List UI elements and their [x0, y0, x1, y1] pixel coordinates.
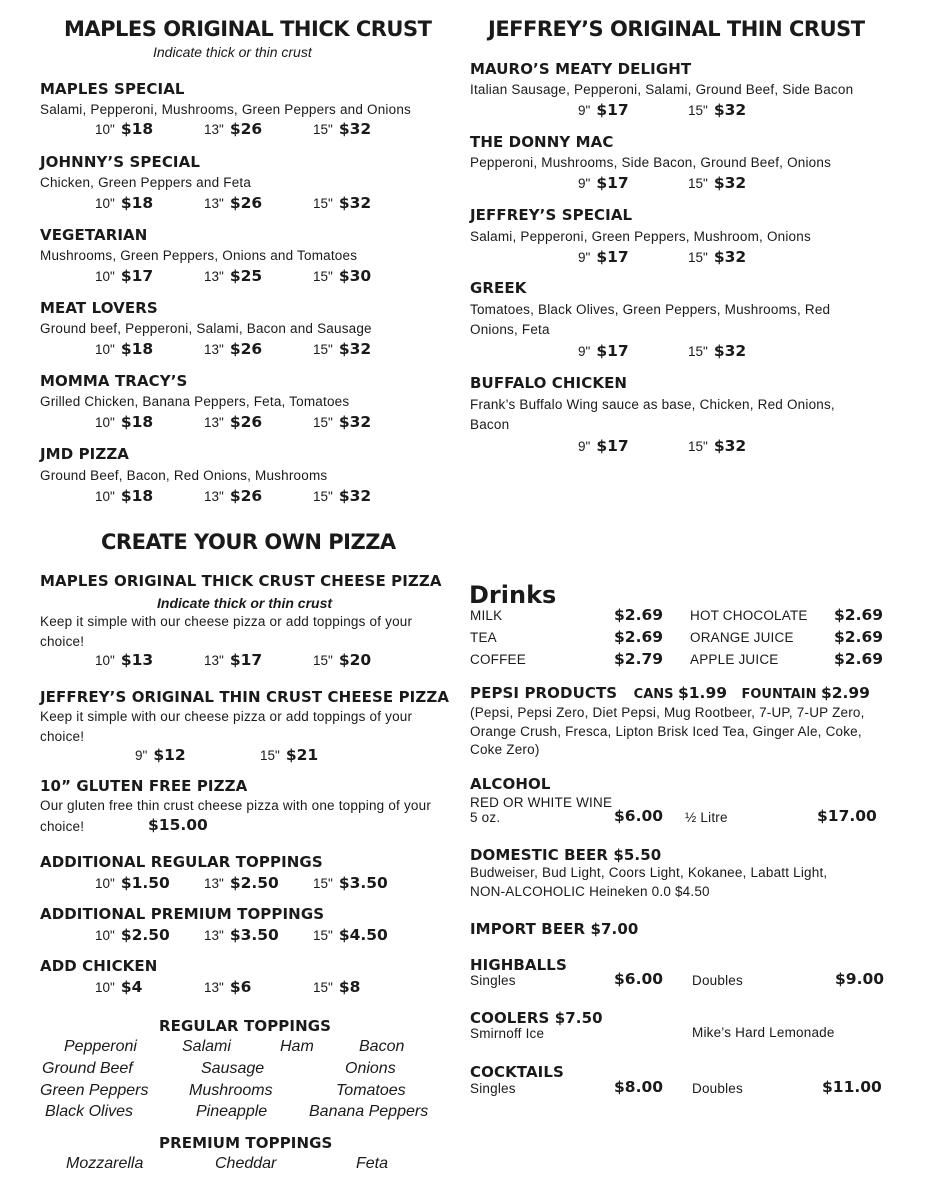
pizza-name: THE DONNY MAC: [470, 133, 614, 151]
premium-toppings-name: ADDITIONAL PREMIUM TOPPINGS: [40, 905, 325, 923]
drink-price: $2.79: [614, 650, 664, 668]
drink-name: ORANGE JUICE: [690, 630, 794, 645]
topping: Onions: [345, 1060, 396, 1077]
pizza-desc: Pepperoni, Mushrooms, Side Bacon, Ground Beef, Onions: [470, 155, 832, 170]
pizza-desc: Italian Sausage, Pepperoni, Salami, Ground Beef, Side Bacon: [470, 82, 854, 97]
thick-crust-note: Indicate thick or thin crust: [153, 44, 312, 60]
topping: Mozzarella: [66, 1155, 144, 1172]
drink-price: $2.69: [614, 628, 664, 646]
price-13: 13" $6: [204, 978, 252, 996]
price-10: 10" $2.50: [95, 926, 170, 944]
topping: Salami: [182, 1038, 231, 1055]
price-13: 13" $2.50: [204, 874, 279, 892]
pizza-desc: Tomatoes, Black Olives, Green Peppers, Mushrooms, Red Onions, Feta: [470, 302, 831, 337]
price-9: 9" $12: [135, 746, 186, 764]
pizza-desc: Grilled Chicken, Banana Peppers, Feta, Tomatoes: [40, 394, 350, 409]
price-10: 10" $1.50: [95, 874, 170, 892]
topping: Ham: [280, 1038, 314, 1055]
cocktails-singles-price: $8.00: [614, 1078, 664, 1096]
drink-price: $2.69: [614, 606, 664, 624]
wine-size-5oz: 5 oz.: [470, 810, 501, 825]
price-15: 15" $3.50: [313, 874, 388, 892]
import-beer-title: IMPORT BEER $7.00: [470, 920, 639, 938]
thick-crust-title: MAPLES ORIGINAL THICK CRUST: [64, 17, 432, 41]
thin-cheese-desc: Keep it simple with our cheese pizza or add toppings of your choice!: [40, 709, 413, 744]
alcohol-title: ALCOHOL: [470, 775, 551, 793]
price-10: 10" $18: [95, 120, 154, 138]
highballs-singles: Singles: [470, 973, 516, 988]
price-15: 15" $32: [313, 413, 372, 431]
price-10: 10" $18: [95, 340, 154, 358]
wine-size-half-litre: ½ Litre: [685, 810, 728, 825]
regular-toppings-name: ADDITIONAL REGULAR TOPPINGS: [40, 853, 323, 871]
drinks-title: Drinks: [469, 581, 557, 609]
pizza-name: JMD PIZZA: [40, 445, 130, 463]
price-13: 13" $26: [204, 120, 263, 138]
pizza-name: MEAT LOVERS: [40, 299, 158, 317]
highballs-doubles-price: $9.00: [835, 970, 885, 988]
thick-cheese-desc: Keep it simple with our cheese pizza or add toppings of your choice!: [40, 614, 413, 649]
drink-price: $2.69: [834, 628, 884, 646]
pizza-desc: Chicken, Green Peppers and Feta: [40, 175, 252, 190]
drink-name: MILK: [470, 608, 503, 623]
wine-5oz-price: $6.00: [614, 807, 664, 825]
pizza-name: JEFFREY’S SPECIAL: [470, 206, 633, 224]
coolers-title: COOLERS $7.50: [470, 1009, 603, 1027]
pizza-name: BUFFALO CHICKEN: [470, 374, 628, 392]
thick-cheese-name: MAPLES ORIGINAL THICK CRUST CHEESE PIZZA: [40, 572, 442, 590]
price-10: 10" $4: [95, 978, 143, 996]
pepsi-desc: (Pepsi, Pepsi Zero, Diet Pepsi, Mug Rootbeer, 7-UP, 7-UP Zero, Orange Crush, Fresca, Lipton Brisk Iced Tea, Ginger Ale, Coke, Coke Zero): [470, 705, 865, 757]
topping: Green Peppers: [40, 1082, 149, 1099]
price-13: 13" $26: [204, 413, 263, 431]
add-chicken-name: ADD CHICKEN: [40, 957, 158, 975]
wine-half-litre-price: $17.00: [817, 807, 877, 825]
thin-cheese-name: JEFFREY’S ORIGINAL THIN CRUST CHEESE PIZZA: [40, 688, 450, 706]
thick-cheese-note: Indicate thick or thin crust: [157, 595, 333, 611]
price-10: 10" $17: [95, 267, 154, 285]
price-13: 13" $26: [204, 340, 263, 358]
price-9: 9" $17: [578, 174, 629, 192]
price-15: 15" $30: [313, 267, 372, 285]
gluten-free-name: 10” GLUTEN FREE PIZZA: [40, 777, 248, 795]
premium-toppings-title: PREMIUM TOPPINGS: [159, 1134, 333, 1152]
gluten-free-desc: Our gluten free thin crust cheese pizza with one topping of your: [40, 798, 432, 813]
drink-name: COFFEE: [470, 652, 526, 667]
price-9: 9" $17: [578, 248, 629, 266]
pizza-desc: Ground Beef, Bacon, Red Onions, Mushrooms: [40, 468, 328, 483]
topping: Banana Peppers: [309, 1103, 429, 1120]
domestic-beer-desc: Budweiser, Bud Light, Coors Light, Kokanee, Labatt Light, NON-ALCOHOLIC Heineken 0.0 $4.50: [470, 865, 828, 899]
price-15: 15" $32: [313, 340, 372, 358]
price-9: 9" $17: [578, 437, 629, 455]
drink-name: HOT CHOCOLATE: [690, 608, 808, 623]
drink-name: APPLE JUICE: [690, 652, 779, 667]
price-15: 15" $32: [688, 248, 747, 266]
highballs-singles-price: $6.00: [614, 970, 664, 988]
cocktails-doubles-price: $11.00: [822, 1078, 882, 1096]
price-13: 13" $26: [204, 194, 263, 212]
topping: Mushrooms: [189, 1082, 273, 1099]
cocktails-doubles: Doubles: [692, 1081, 743, 1096]
pizza-desc: Mushrooms, Green Peppers, Onions and Tomatoes: [40, 248, 358, 263]
price-15: 15" $20: [313, 651, 372, 669]
topping: Sausage: [201, 1060, 265, 1077]
cocktails-title: COCKTAILS: [470, 1063, 564, 1081]
pizza-name: VEGETARIAN: [40, 226, 148, 244]
wine-label: RED OR WHITE WINE: [470, 795, 613, 810]
cocktails-singles: Singles: [470, 1081, 516, 1096]
price-15: 15" $32: [313, 487, 372, 505]
topping: Pepperoni: [64, 1038, 137, 1055]
price-10: 10" $18: [95, 194, 154, 212]
price-9: 9" $17: [578, 101, 629, 119]
gluten-free-desc-2: choice!: [40, 819, 85, 834]
regular-toppings-title: REGULAR TOPPINGS: [159, 1017, 332, 1035]
cooler-mikes: Mike’s Hard Lemonade: [692, 1025, 835, 1040]
create-your-own-title: CREATE YOUR OWN PIZZA: [101, 530, 396, 554]
price-15: 15" $4.50: [313, 926, 388, 944]
price-15: 15" $32: [688, 174, 747, 192]
price-15: 15" $21: [260, 746, 319, 764]
cooler-smirnoff: Smirnoff Ice: [470, 1026, 545, 1041]
pizza-name: MAURO’S MEATY DELIGHT: [470, 60, 692, 78]
topping: Pineapple: [196, 1103, 268, 1120]
drink-name: TEA: [470, 630, 497, 645]
price-10: 10" $13: [95, 651, 154, 669]
price-10: 10" $18: [95, 487, 154, 505]
price-13: 13" $17: [204, 651, 263, 669]
price-13: 13" $3.50: [204, 926, 279, 944]
pizza-name: JOHNNY’S SPECIAL: [40, 153, 200, 171]
price-15: 15" $32: [313, 120, 372, 138]
price-15: 15" $32: [313, 194, 372, 212]
topping: Cheddar: [215, 1155, 277, 1172]
pizza-name: MAPLES SPECIAL: [40, 80, 185, 98]
pizza-desc: Frank’s Buffalo Wing sauce as base, Chicken, Red Onions, Bacon: [470, 397, 835, 432]
price-13: 13" $26: [204, 487, 263, 505]
price-10: 10" $18: [95, 413, 154, 431]
pizza-name: GREEK: [470, 279, 527, 297]
gluten-free-price: $15.00: [148, 816, 208, 834]
domestic-beer-title: DOMESTIC BEER $5.50: [470, 846, 662, 864]
pepsi-header: PEPSI PRODUCTS CANS $1.99 FOUNTAIN $2.99: [470, 684, 870, 702]
topping: Bacon: [359, 1038, 405, 1055]
price-13: 13" $25: [204, 267, 263, 285]
thin-crust-title: JEFFREY’S ORIGINAL THIN CRUST: [488, 17, 865, 41]
topping: Tomatoes: [336, 1082, 406, 1099]
topping: Feta: [356, 1155, 389, 1172]
price-9: 9" $17: [578, 342, 629, 360]
pizza-desc: Ground beef, Pepperoni, Salami, Bacon and Sausage: [40, 321, 372, 336]
drink-price: $2.69: [834, 606, 884, 624]
highballs-title: HIGHBALLS: [470, 956, 567, 974]
pizza-desc: Salami, Pepperoni, Green Peppers, Mushroom, Onions: [470, 229, 811, 244]
price-15: 15" $32: [688, 101, 747, 119]
price-15: 15" $32: [688, 342, 747, 360]
price-15: 15" $8: [313, 978, 361, 996]
drink-price: $2.69: [834, 650, 884, 668]
topping: Black Olives: [45, 1103, 134, 1120]
pizza-name: MOMMA TRACY’S: [40, 372, 188, 390]
topping: Ground Beef: [42, 1060, 133, 1077]
price-15: 15" $32: [688, 437, 747, 455]
pizza-desc: Salami, Pepperoni, Mushrooms, Green Peppers and Onions: [40, 102, 411, 117]
highballs-doubles: Doubles: [692, 973, 743, 988]
